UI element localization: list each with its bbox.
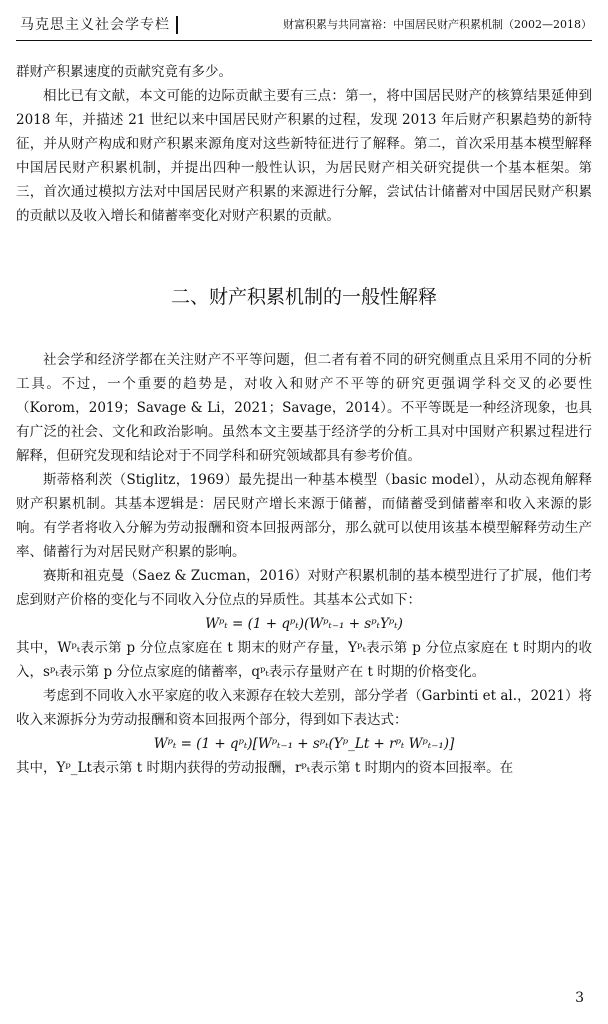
paragraph-garbinti: 考虑到不同收入水平家庭的收入来源存在较大差别，部分学者（Garbinti et al.，2021）将收入来源拆分为劳动报酬和资本回报两个部分，得到如下表达式： [16, 688, 592, 728]
page-number: 3 [575, 990, 584, 1006]
formula-2: Wᵖₜ = (1 + qᵖₜ)[Wᵖₜ₋₁ + sᵖₜ(Yᵖ_Lt + rᵖₜ Wᵖₜ₋₁)] [153, 736, 455, 752]
paragraph-stiglitz: 斯蒂格利茨（Stiglitz，1969）最先提出一种基本模型（basic model），从动态视角解释财产积累机制。其基本逻辑是：居民财产增长来源于储蓄，而储蓄受到储蓄率和收入来源的影响。有学者将收入分解为劳动报酬和资本回报两部分，那么就可以使用该基本模型解释劳动生产率、储蓄行为对居民财产积累的影响。 [16, 472, 592, 560]
paragraph-formula-1-note: 其中，Wᵖₜ表示第 p 分位点家庭在 t 期末的财产存量，Yᵖₜ表示第 p 分位点家庭在 t 时期内的收入，sᵖₜ表示第 p 分位点家庭的储蓄率，qᵖₜ表示存量财产在 t 时期的价格变化。 [16, 640, 592, 680]
paragraph-saez-zucman: 赛斯和祖克曼（Saez & Zucman，2016）对财产积累机制的基本模型进行了扩展，他们考虑到财产价格的变化与不同收入分位点的异质性。其基本公式如下： [16, 568, 592, 608]
section-heading: 二、财产积累机制的一般性解释 [170, 286, 437, 308]
paragraph-continuation: 群财产积累速度的贡献究竟有多少。 [16, 64, 232, 80]
running-title: 财富积累与共同富裕：中国居民财产积累机制（2002—2018） [283, 18, 592, 31]
journal-column-title: 马克思主义社会学专栏 [20, 16, 178, 34]
article-body [16, 60, 592, 780]
header-rule [16, 40, 592, 41]
page-header [16, 10, 592, 38]
formula-1: Wᵖₜ = (1 + qᵖₜ)(Wᵖₜ₋₁ + sᵖₜYᵖₜ) [205, 616, 403, 632]
paragraph-contributions: 相比已有文献，本文可能的边际贡献主要有三点：第一，将中国居民财产的核算结果延伸到 2018 年，并描述 21 世纪以来中国居民财产积累的过程，发现 2013 年后财产积累趋势的新特征，并从财产构成和财产积累来源角度对这些新特征进行了解释。第二，首次采用基本模型解释中国居民财产积累机制，并提出四种一般性认识，为居民财产相关研究提供一个基本框架。第三，首次通过模拟方法对中国居民财产积累的来源进行分解，尝试估计储蓄对中国居民财产积累的贡献以及收入增长和储蓄率变化对财产积累的贡献。 [16, 88, 592, 224]
paragraph-formula-2-note: 其中，Yᵖ_Lt表示第 t 时期内获得的劳动报酬，rᵖₜ表示第 t 时期内的资本回报率。在 [16, 760, 514, 776]
paragraph-sociology-economics: 社会学和经济学都在关注财产不平等问题，但二者有着不同的研究侧重点且采用不同的分析工具。不过，一个重要的趋势是，对收入和财产不平等的研究更强调学科交叉的必要性（Korom，2019；Savage & Li，2021；Savage，2014）。不平等既是一种经济现象，也具有广泛的社会、文化和政治影响。虽然本文主要基于经济学的分析工具对中国财产积累过程进行解释，但研究发现和结论对于不同学科和研究领域都具有参考价值。 [16, 352, 592, 464]
